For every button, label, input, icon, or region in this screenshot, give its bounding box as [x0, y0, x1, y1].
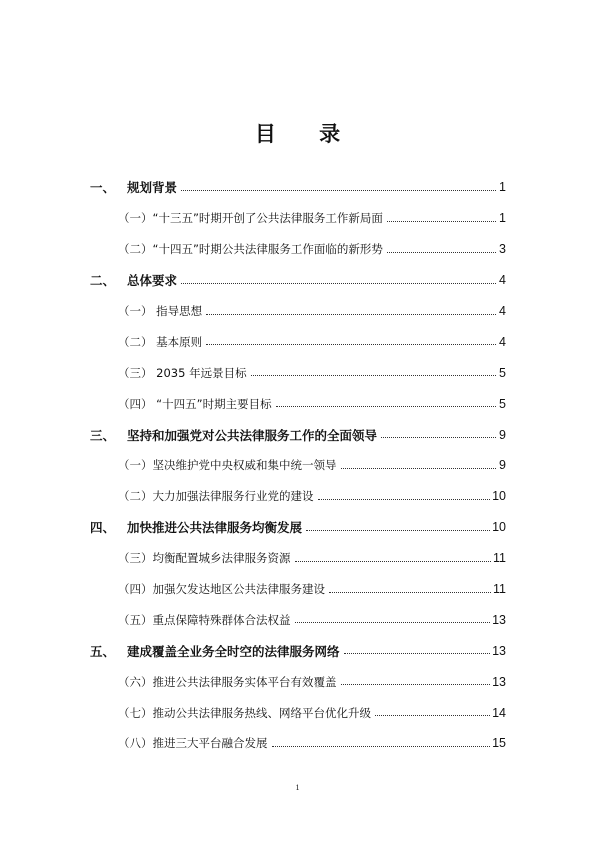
toc-entry-title: （四）加强欠发达地区公共法律服务建设: [118, 582, 325, 597]
toc-section-entry[interactable]: [90, 604, 506, 635]
table-of-contents: [90, 172, 506, 759]
toc-entry-title: （八）推进三大平台融合发展: [118, 736, 268, 751]
toc-page-number: 13: [492, 674, 506, 689]
toc-entry-title: 规划背景: [127, 180, 178, 196]
toc-chapter-entry[interactable]: [90, 265, 506, 296]
dot-leader: [381, 425, 496, 438]
dot-leader: [181, 271, 496, 284]
toc-chapter-number: 五、: [90, 643, 116, 659]
toc-section-entry[interactable]: [90, 728, 506, 759]
toc-page-number: 1: [499, 180, 506, 195]
toc-entry-title: 坚持和加强党对公共法律服务工作的全面领导: [127, 427, 378, 443]
toc-entry-title: （一）“十三五”时期开创了公共法律服务工作新局面: [118, 211, 383, 226]
toc-section-entry[interactable]: [90, 481, 506, 512]
toc-entry-title: （二） 基本原则: [118, 334, 203, 349]
toc-chapter-entry[interactable]: [90, 512, 506, 543]
toc-page-number: 13: [492, 612, 506, 627]
toc-section-entry[interactable]: [90, 666, 506, 697]
toc-page-number: 3: [499, 242, 506, 257]
dot-leader: [306, 518, 490, 531]
toc-entry-title: 加快推进公共法律服务均衡发展: [127, 520, 303, 536]
toc-chapter-number: 一、: [90, 180, 116, 196]
toc-chapter-number: 三、: [90, 427, 116, 443]
toc-page-number: 1: [499, 211, 506, 226]
toc-chapter-number: 四、: [90, 520, 116, 536]
toc-page-number: 14: [492, 705, 506, 720]
dot-leader: [295, 549, 492, 562]
dot-leader: [387, 240, 496, 253]
toc-section-entry[interactable]: [90, 697, 506, 728]
toc-entry-title: （四） “十四五”时期主要目标: [118, 396, 272, 411]
toc-page-number: 4: [499, 304, 506, 318]
toc-section-entry[interactable]: [90, 296, 506, 327]
toc-page-number: 11: [493, 551, 506, 566]
toc-entry-title: （二）“十四五”时期公共法律服务工作面临的新形势: [118, 242, 383, 257]
toc-chapter-entry[interactable]: [90, 635, 506, 666]
dot-leader: [181, 178, 496, 191]
toc-page-number: 10: [492, 520, 506, 535]
dot-leader: [387, 209, 496, 222]
dot-leader: [329, 580, 491, 593]
dot-leader: [375, 703, 490, 716]
dot-leader: [272, 734, 491, 747]
dot-leader: [295, 610, 491, 623]
toc-section-entry[interactable]: [90, 234, 506, 265]
toc-entry-title: 建成覆盖全业务全时空的法律服务网络: [127, 643, 340, 659]
dot-leader: [341, 456, 497, 469]
toc-section-entry[interactable]: [90, 543, 506, 574]
toc-section-entry[interactable]: [90, 326, 506, 357]
toc-page-number: 9: [499, 427, 506, 442]
page-number: 1: [295, 783, 300, 792]
toc-section-entry[interactable]: [90, 203, 506, 234]
toc-entry-title: （六）推进公共法律服务实体平台有效覆盖: [118, 674, 337, 689]
toc-entry-title: （七）推动公共法律服务热线、网络平台优化升级: [118, 705, 371, 720]
toc-page-number: 15: [492, 736, 506, 751]
toc-entry-title: （一） 指导思想: [118, 304, 203, 318]
toc-page-number: 9: [499, 458, 506, 473]
dot-leader: [341, 672, 491, 685]
dot-leader: [344, 641, 491, 654]
toc-entry-title: 总体要求: [127, 273, 178, 289]
page-title: 目 录: [254, 122, 359, 146]
toc-section-entry[interactable]: [90, 450, 506, 481]
toc-entry-title: （三） 2035 年远景目标: [118, 365, 247, 380]
toc-page-number: 5: [499, 396, 506, 411]
toc-page-number: 5: [499, 365, 506, 380]
dot-leader: [318, 487, 491, 500]
toc-page-number: 10: [492, 489, 506, 504]
dot-leader: [251, 363, 496, 376]
toc-section-entry[interactable]: [90, 574, 506, 605]
toc-entry-title: （五）重点保障特殊群体合法权益: [118, 612, 291, 627]
toc-chapter-entry[interactable]: [90, 172, 506, 203]
toc-entry-title: （一）坚决维护党中央权威和集中统一领导: [118, 458, 337, 473]
dot-leader: [206, 332, 496, 345]
dot-leader: [206, 302, 496, 315]
dot-leader: [276, 394, 496, 407]
toc-section-entry[interactable]: [90, 388, 506, 419]
toc-page-number: 11: [493, 582, 506, 597]
toc-chapter-number: 二、: [90, 273, 116, 289]
toc-page-number: 13: [492, 643, 506, 658]
toc-page-number: 4: [499, 334, 506, 349]
toc-chapter-entry[interactable]: [90, 419, 506, 450]
toc-entry-title: （二）大力加强法律服务行业党的建设: [118, 489, 314, 504]
toc-section-entry[interactable]: [90, 357, 506, 388]
toc-page-number: 4: [499, 273, 506, 288]
toc-entry-title: （三）均衡配置城乡法律服务资源: [118, 551, 291, 566]
